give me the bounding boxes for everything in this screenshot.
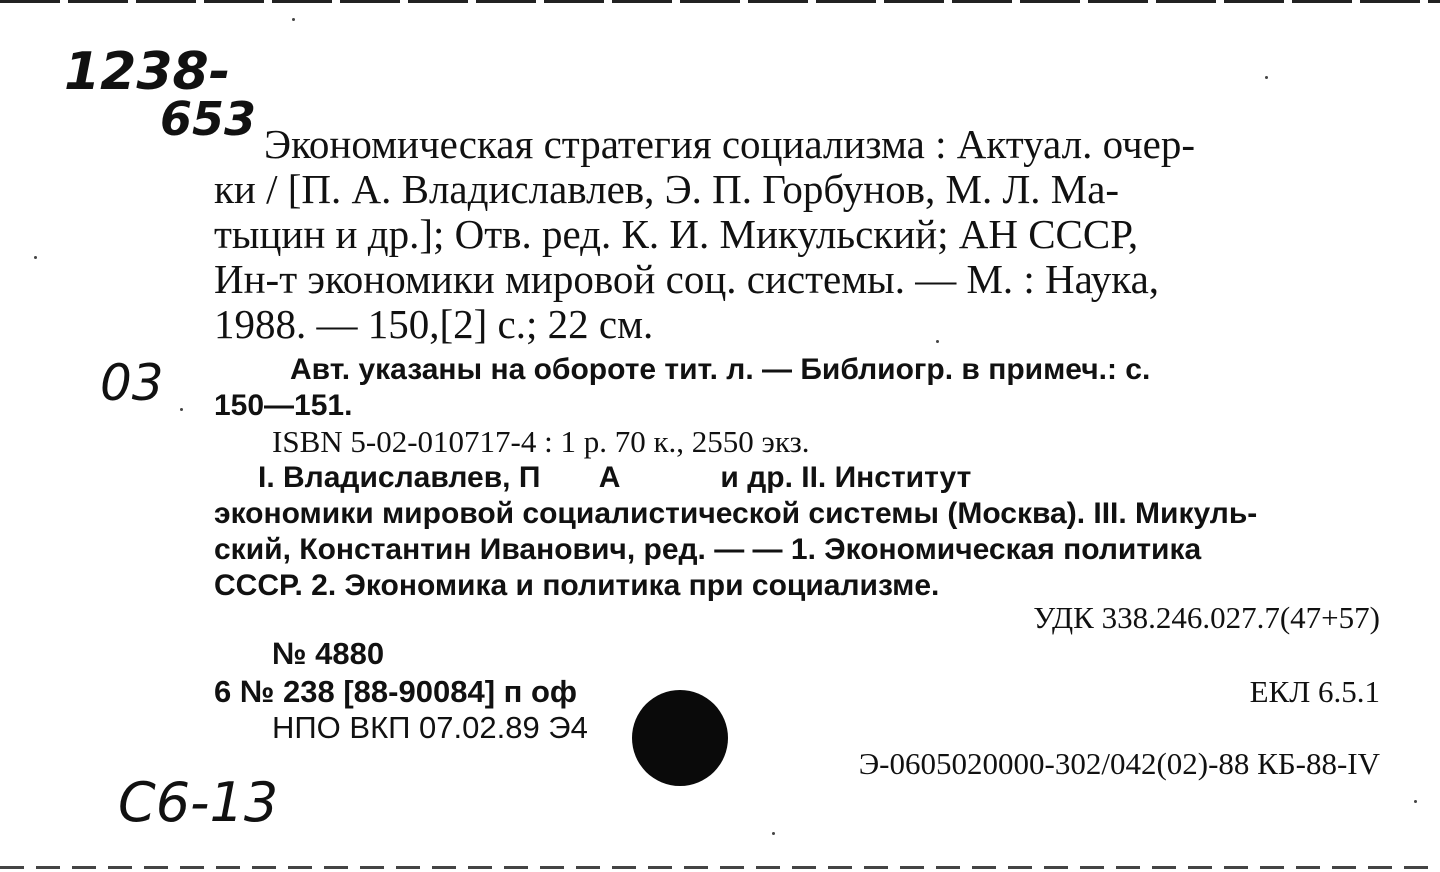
bottom-border — [0, 866, 1440, 869]
card-number: № 4880 — [272, 636, 385, 671]
ekl-index: ЕКЛ 6.5.1 — [1249, 674, 1380, 709]
speck — [772, 832, 775, 835]
subject-line: ский, Константин Иванович, ред. — — 1. Экономическая политика — [214, 533, 1202, 566]
bibliographic-description — [214, 122, 1380, 347]
title-line: ки / [П. А. Владиславлев, Э. П. Горбунов, М. Л. Ма- — [214, 166, 1120, 212]
isbn-line: ISBN 5-02-010717-4 : 1 р. 70 к., 2550 экз. — [272, 424, 810, 459]
title-line: 1988. — 150,[2] с.; 22 см. — [214, 301, 654, 347]
speck — [180, 408, 183, 411]
title-line: тыцин и др.]; Отв. ред. К. И. Микульский; АН СССР, — [214, 211, 1139, 257]
classification-code: Э-0605020000-302/042(02)-88 КБ-88-IV — [858, 746, 1380, 781]
shelf-mark-line-1: 1238- — [64, 42, 231, 102]
subject-line: СССР. 2. Экономика и политика при социализме. — [214, 569, 940, 602]
note-line: 150—151. — [214, 389, 353, 422]
speck — [34, 256, 37, 259]
speck — [936, 340, 939, 343]
note-line: Авт. указаны на обороте тит. л. — Библиогр. в примеч.: с. — [290, 353, 1151, 386]
handwritten-code: C6-13 — [118, 771, 279, 834]
subject-line: I. Владиславлев, П А и др. II. Институт — [258, 461, 972, 494]
speck — [292, 18, 295, 21]
speck — [1265, 76, 1268, 79]
top-border — [0, 0, 1440, 3]
title-line: Ин-т экономики мировой соц. системы. — М. : Наука, — [214, 256, 1160, 302]
margin-mark: 03 — [100, 354, 164, 412]
notes-block — [214, 352, 1380, 604]
print-info-1: 6 № 238 [88-90084] п оф — [214, 674, 578, 709]
punch-hole — [632, 690, 728, 786]
udk-index: УДК 338.246.027.7(47+57) — [1033, 600, 1380, 635]
title-line: Экономическая стратегия социализма : Актуал. очер- — [264, 121, 1195, 167]
print-info-2: НПО ВКП 07.02.89 Э4 — [272, 710, 588, 745]
subject-line: экономики мировой социалистической системы (Москва). III. Микуль- — [214, 497, 1258, 530]
speck — [1414, 800, 1417, 803]
shelf-mark-line-2: 653 — [160, 92, 257, 146]
